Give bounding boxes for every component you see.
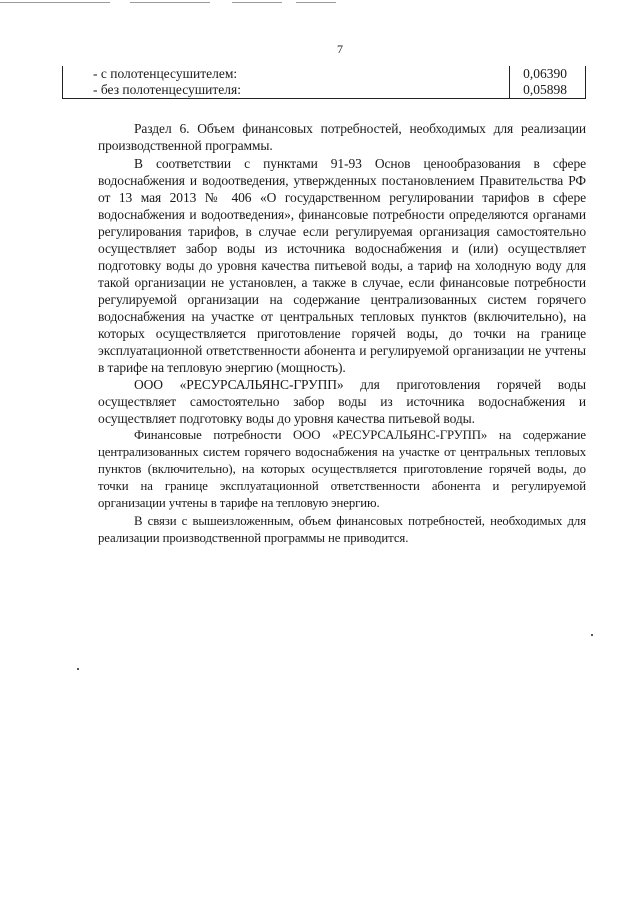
- scan-speck: [77, 668, 79, 670]
- scan-artifact-line: [130, 2, 210, 3]
- body-paragraph: В соответствии с пунктами 91-93 Основ ценообразования в сфере водоснабжения и водоотведения, утвержденных постановлением Правительства РФ от 13 мая 2013 № 406 «О государственном регулировании тарифов в сфере водоснабжения и водоотведения», финансовые потребности определяются органами регулирования тарифов, в случае если регулируемая организация самостоятельно осуществляет забор воды из источника водоснабжения и (или) осуществляет подготовку воды до уровня качества питьевой воды, а тариф на холодную воду для такой организации не установлен, а также в случае, если финансовые потребности регулируемой организации на содержание централизованных систем горячего водоснабжения на участке от центральных тепловых пунктов (включительно), на которых осуществляется приготовление горячей воды, до точки на границе эксплуатационной ответственности абонента и регулируемой организации не учтены в тарифе на тепловую энергию (мощность).: [98, 156, 586, 375]
- table-cell-value: 0,06390: [510, 66, 586, 82]
- section-heading-paragraph: Раздел 6. Объем финансовых потребностей, необходимых для реализации производственной программы.: [98, 121, 586, 153]
- body-paragraph: В связи с вышеизложенным, объем финансовых потребностей, необходимых для реализации производственной программы не приводится.: [98, 514, 586, 545]
- body-paragraph: Финансовые потребности ООО «РЕСУРСАЛЬЯНС-ГРУПП» на содержание централизованных систем горячего водоснабжения на участке от центральных тепловых пунктов (включительно), на которых осуществляется приготовление горячей воды, до точки на границе эксплуатационной ответственности абонента и регулируемой организации учтены в тарифе на тепловую энергию.: [98, 428, 586, 510]
- table-row: [63, 82, 586, 99]
- table-row: [63, 66, 586, 82]
- table-cell-label: - с полотенцесушителем:: [63, 66, 510, 82]
- consumption-table: [62, 66, 586, 99]
- scan-artifact-line: [0, 2, 110, 3]
- scan-artifact-line: [296, 2, 336, 3]
- table-cell-label: - без полотенцесушителя:: [63, 82, 510, 99]
- document-body: [98, 120, 586, 547]
- body-paragraph: ООО «РЕСУРСАЛЬЯНС-ГРУПП» для приготовления горячей воды осуществляет самостоятельно забор воды из источника водоснабжения и осуществляет подготовку воды до уровня качества питьевой воды.: [98, 377, 586, 426]
- scan-artifact-line: [232, 2, 282, 3]
- scan-speck: [591, 634, 593, 636]
- table-cell-value: 0,05898: [510, 82, 586, 99]
- page-number: 7: [337, 42, 343, 56]
